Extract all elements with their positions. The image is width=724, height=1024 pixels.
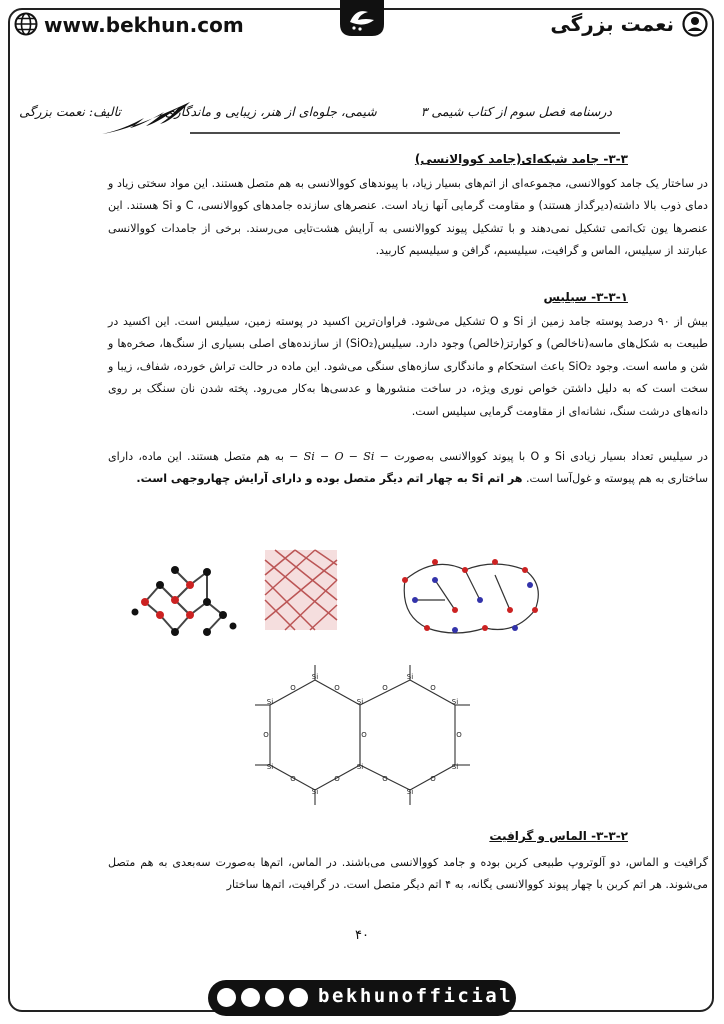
section-heading-network-solid: ۳-۳- جامد شبکه‌ای(جامد کووالانسی) (414, 152, 628, 166)
o-label: O (430, 775, 436, 783)
banner-middle: شیمی، جلوه‌ای از هنر، زیبایی و ماندگاری (164, 104, 377, 119)
globe-icon (14, 12, 38, 36)
section-heading-diamond-graphite: ۳-۳-۲- الماس و گرافیت (489, 829, 628, 843)
o-label: O (382, 775, 388, 783)
site-url[interactable]: www.bekhun.com (44, 13, 244, 37)
page-number: ۴۰ (355, 928, 369, 943)
text-part: به هم متصل هستند. این ماده، دارای ساختاری به هم پیوسته و غول‌آسا است. (108, 450, 708, 486)
si-label: Si (266, 763, 274, 771)
si-label: Si (266, 698, 274, 706)
banner-underline (190, 130, 620, 136)
banner-author: تالیف: نعمت بزرگی (19, 104, 121, 119)
o-label: O (382, 684, 388, 692)
si-label: Si (356, 763, 364, 771)
banner-left: درسنامه فصل سوم از کتاب شیمی ۳ (420, 104, 612, 119)
text-part: در سیلیس تعداد بسیار زیادی Si و O با پیوند کووالانسی به‌صورت (388, 450, 708, 463)
silica-structure-diagrams (115, 540, 595, 840)
o-label: O (290, 775, 296, 783)
footer-handle[interactable]: bekhunofficial (318, 985, 514, 1007)
si-label: Si (451, 698, 459, 706)
o-label: O (334, 684, 340, 692)
instagram-icon[interactable] (217, 988, 236, 1007)
author-badge (550, 11, 708, 37)
o-label: O (361, 731, 367, 739)
crystal-block-model (265, 550, 337, 630)
si-label: Si (311, 673, 319, 681)
telegram-icon[interactable] (265, 988, 284, 1007)
si-label: Si (406, 673, 414, 681)
silica-ring-network (404, 564, 538, 633)
o-label: O (290, 684, 296, 692)
paragraph-silica-2 (108, 446, 708, 491)
si-label: Si (356, 698, 364, 706)
formula: − Si − O − Si − (289, 450, 389, 463)
paragraph-network-solid: در ساختار یک جامد کووالانسی، مجموعه‌ای از اتم‌های بسیار زیاد، با پیوندهای کووالانسی به هم متصل هستند. این مواد سختی زیاد و دمای ذوب بالا داشته(دیرگداز هستند) و مقاومت گرمایی آنها زیاد است. عنصرهای سازنده جامدهای کووالانسی، C و Si هستند. این عنصرها یون تک‌اتمی تشکیل نمی‌دهند و با تشکیل پیوند کووالانسی به آرایش هشت‌تایی می‌رسند. برخی از جامدات کووالانسی عبارتند از سیلیس، الماس و گرافیت، سیلیسیم، گرافن و سیلیسیم کاربید. (108, 177, 708, 258)
o-label: O (263, 731, 269, 739)
si-label: Si (406, 788, 414, 796)
tetrahedral-lattice-model (145, 570, 223, 632)
lattice-atoms (132, 566, 237, 636)
si-label: Si (311, 788, 319, 796)
si-label: Si (451, 763, 459, 771)
user-icon (682, 11, 708, 37)
youtube-icon[interactable] (241, 988, 260, 1007)
bold-statement: هر اتم Si به چهار اتم دیگر متصل بوده و دارای آرایش چهاروجهی است. (136, 472, 523, 486)
bekhun-logo-icon (338, 0, 386, 38)
o-label: O (456, 731, 462, 739)
banner (0, 104, 612, 119)
o-label: O (334, 775, 340, 783)
paragraph-diamond-graphite: گرافیت و الماس، دو آلوتروپ طبیعی کربن بوده و جامد کووالانسی می‌باشند. در الماس، اتم‌ها به‌صورت سه‌بعدی به هم متصل می‌شوند. هر اتم کربن با چهار پیوند کووالانسی یگانه، به ۴ اتم دیگر متصل است. در گرافیت، اتم‌ها ساختار (108, 856, 708, 892)
ring-network-atoms (402, 559, 538, 633)
aparat-icon[interactable] (289, 988, 308, 1007)
section-heading-silica: ۳-۳-۱- سیلیس (543, 290, 628, 304)
o-label: O (430, 684, 436, 692)
paragraph-silica-1: بیش از ۹۰ درصد پوسته جامد زمین از Si و O تشکیل می‌شود. فراوان‌ترین اکسید در پوسته زمین، سیلیس است. این اکسید در طبیعت به شکل‌های ماسه(ناخالص) و کوارتز(خالص) وجود دارد. سیلیس(SiO₂) از سازنده‌های اصلی بسیاری از سنگ‌ها، صخره‌ها و شن و ماسه است. وجود SiO₂ باعث استحکام و ماندگاری سازه‌های سنگی می‌شود. این ماده در حالت تراش خورده، شفاف، زیبا و سخت است که به دلیل داشتن خواص نوری ویژه، در ساخت منشورها و عدسی‌ها به‌کار می‌رود. پخته شدن نان سنگک بر روی دانه‌های درشت سنگ، نشانه‌ای از مقاومت گرمایی سیلیس است. (108, 315, 708, 418)
si-o-labels (263, 673, 462, 796)
author-name: نعمت بزرگی (550, 12, 674, 36)
